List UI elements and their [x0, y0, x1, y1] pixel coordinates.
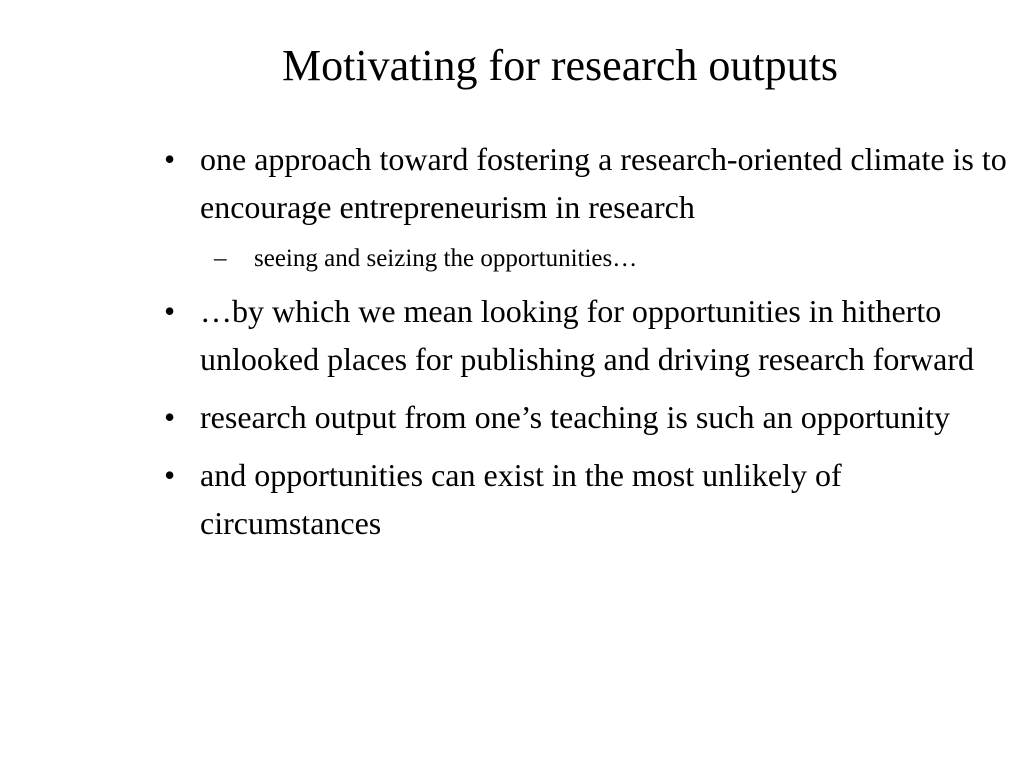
bullet-marker: •	[164, 457, 176, 493]
slide-title: Motivating for research outputs	[282, 41, 838, 90]
bullet-text: and opportunities can exist in the most unlikely of circumstances	[200, 457, 842, 541]
bullet-text: …by which we mean looking for opportunities in hitherto unlooked places for publishing and driving research forward	[200, 293, 974, 377]
sub-bullet-marker: –	[214, 245, 227, 272]
bullet-item	[160, 135, 1010, 231]
sub-bullet-item	[160, 239, 1010, 279]
bullet-item	[160, 393, 1010, 441]
bullet-item	[160, 451, 1010, 547]
bullet-text: research output from one’s teaching is such an opportunity	[200, 399, 951, 435]
bullet-item	[160, 287, 1010, 383]
bullet-list	[160, 135, 1010, 547]
bullet-marker: •	[164, 293, 176, 329]
bullet-text: one approach toward fostering a research-oriented climate is to encourage entrepreneurism in research	[200, 141, 1007, 225]
sub-bullet-text: seeing and seizing the opportunities…	[254, 245, 638, 272]
bullet-marker: •	[164, 399, 176, 435]
bullet-marker: •	[164, 141, 176, 177]
